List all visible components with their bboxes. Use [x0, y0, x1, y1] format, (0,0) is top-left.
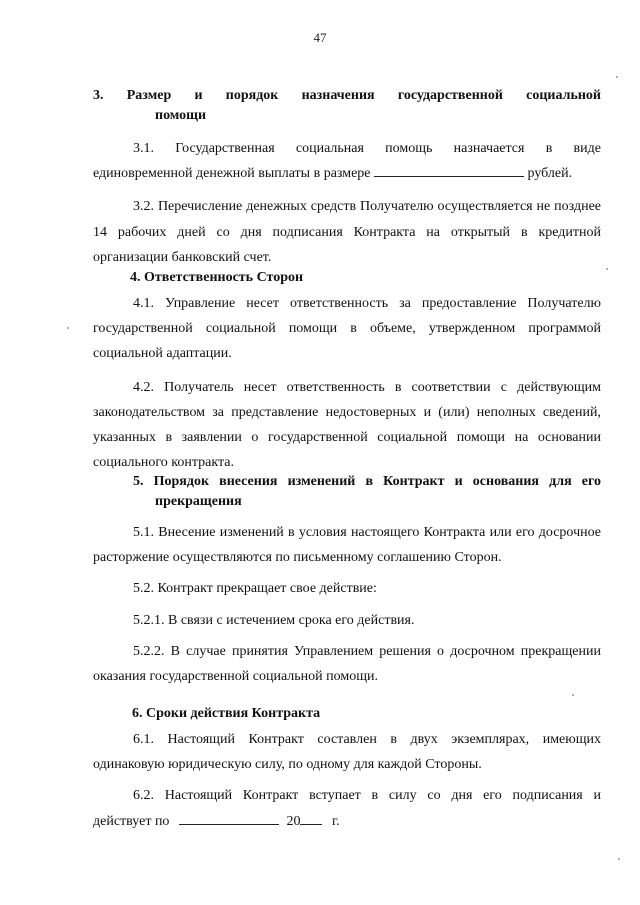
- end-date-blank-field[interactable]: [179, 823, 279, 825]
- paragraph-5-2: 5.2. Контракт прекращает свое действие:: [133, 581, 377, 597]
- paragraph-6-2-line2: [93, 809, 601, 834]
- paragraph-6-2-line1: 6.2. Настоящий Контракт вступает в силу со дня его подписания и: [133, 788, 601, 804]
- scan-speck: [618, 858, 620, 860]
- scan-speck: [67, 327, 69, 329]
- section-5-body: [93, 520, 601, 689]
- paragraph-5-1: 5.1. Внесение изменений в условия настоящего Контракта или его досрочное расторжение осуществляются по письменному соглашению Сторон.: [93, 525, 601, 566]
- section-3-heading-line2: помощи: [155, 108, 207, 124]
- section-4-body: [93, 291, 601, 475]
- scan-speck: [616, 76, 618, 78]
- paragraph-3-1-currency: рублей.: [527, 166, 573, 182]
- paragraph-3-1-line1: 3.1. Государственная социальная помощь назначается в виде: [133, 141, 601, 156]
- paragraph-6-2-year-suffix: г.: [331, 813, 340, 829]
- section-5-heading-line1: 5. Порядок внесения изменений в Контракт и основания для его: [133, 474, 601, 489]
- section-3-body: [93, 136, 601, 270]
- paragraph-5-2-2: 5.2.2. В случае принятия Управлением решения о досрочном прекращении оказания государственной социальной помощи.: [93, 643, 601, 684]
- paragraph-6-2-text: действует по: [93, 813, 170, 829]
- section-4-heading: 4. Ответственность Сторон: [130, 270, 304, 285]
- section-3-heading: [93, 86, 601, 127]
- paragraph-4-1: 4.1. Управление несет ответственность за предоставление Получателю государственной социальной помощи в объеме, утвержденном программой социальной адаптации.: [93, 296, 601, 362]
- year-blank-field[interactable]: [300, 823, 322, 825]
- section-5-heading-line2: прекращения: [155, 494, 242, 510]
- paragraph-3-1-text: единовременной денежной выплаты в размере: [93, 166, 371, 182]
- page-number: 47: [313, 30, 327, 45]
- scan-speck: [572, 694, 574, 696]
- paragraph-3-1: [93, 136, 601, 186]
- paragraph-6-2: [93, 783, 601, 833]
- paragraph-6-2-year-prefix: 20: [286, 813, 301, 829]
- scan-speck: [606, 268, 608, 270]
- paragraph-6-1: 6.1. Настоящий Контракт составлен в двух экземплярах, имеющих одинаковую юридическую силу, по одному для каждой Стороны.: [93, 732, 601, 773]
- paragraph-3-2: 3.2. Перечисление денежных средств Получателю осуществляется не позднее 14 рабочих дней со дня подписания Контракта на открытый в кредитной организации банковский счет.: [93, 199, 601, 265]
- section-6-heading: 6. Сроки действия Контракта: [132, 706, 321, 721]
- section-5-heading: [93, 472, 601, 513]
- paragraph-5-2-1: 5.2.1. В связи с истечением срока его действия.: [133, 612, 415, 628]
- section-6-body: [93, 727, 601, 834]
- amount-blank-field[interactable]: [374, 175, 524, 177]
- section-3-heading-line1: 3. Размер и порядок назначения государственной социальной: [93, 88, 601, 103]
- paragraph-3-1-line2: [93, 161, 601, 186]
- paragraph-4-2: 4.2. Получатель несет ответственность в соответствии с действующим законодательством за представление недостоверных и (или) неполных сведений, указанных в заявлении о государственной социальной помощи на основании социального контракта.: [93, 379, 601, 471]
